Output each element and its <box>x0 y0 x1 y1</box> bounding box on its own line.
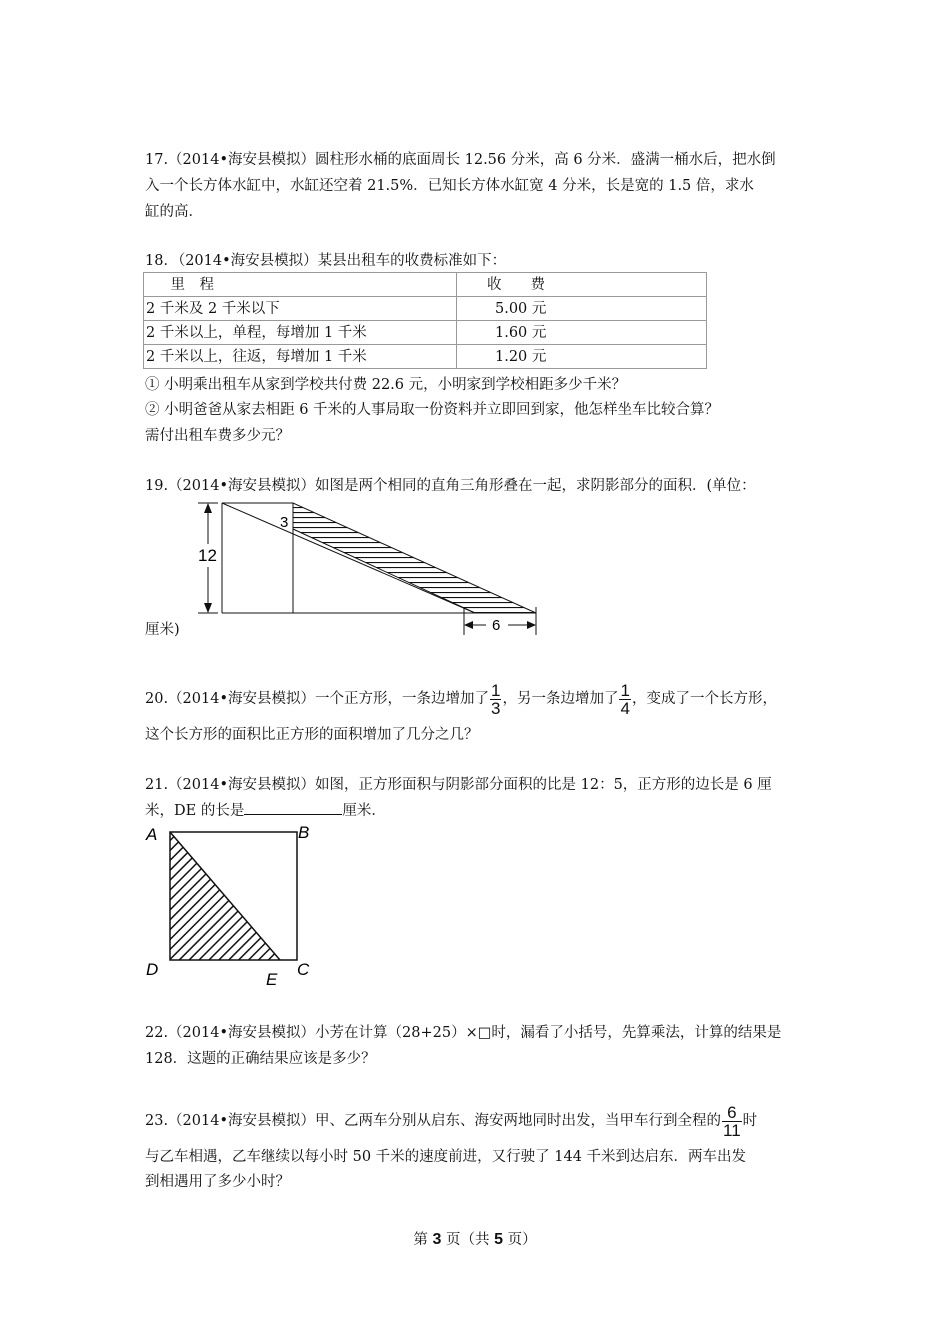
fraction-numerator: 1 <box>620 680 630 700</box>
q23-line1 <box>145 1102 757 1140</box>
q21-text-a: 米，DE 的长是 <box>145 803 245 819</box>
fraction-denominator: 4 <box>620 698 630 718</box>
arrow-right-icon <box>527 621 536 629</box>
q18-title: 18．（2014•海安县模拟）某县出租车的收费标准如下： <box>145 253 507 269</box>
page-number: 3 <box>432 1231 442 1248</box>
page-footer <box>0 1228 950 1249</box>
fraction-one-quarter <box>619 682 630 717</box>
fraction-six-elevenths <box>722 1104 742 1139</box>
fraction-denominator: 11 <box>723 1120 741 1140</box>
q22-line2: 128．这题的正确结果应该是多少？ <box>145 1051 376 1067</box>
table-row <box>144 297 707 321</box>
q23-line3: 到相遇用了多少小时？ <box>145 1174 290 1190</box>
table-cell: 2 千米及 2 千米以下 <box>144 297 457 321</box>
square-figure <box>140 820 330 992</box>
fraction-numerator: 1 <box>491 680 501 700</box>
q19-line1: 19.（2014•海安县模拟）如图是两个相同的直角三角形叠在一起，求阴影部分的面积．(单位： <box>145 478 756 494</box>
shaded-outline <box>293 503 536 613</box>
q20-text-a: 20.（2014•海安县模拟）一个正方形，一条边增加了 <box>145 691 490 707</box>
table-cell: 1.60 元 <box>457 321 707 345</box>
fare-table <box>143 272 707 369</box>
q19-line2: 厘米) <box>145 622 180 638</box>
table-header-row <box>144 273 707 297</box>
label-B: B <box>298 823 310 842</box>
footer-pre: 第 <box>413 1232 433 1248</box>
label-E: E <box>266 970 278 989</box>
triangle1-hypotenuse <box>222 503 475 613</box>
table-row <box>144 321 707 345</box>
fraction-denominator: 3 <box>491 698 501 718</box>
arrow-up-icon <box>204 503 212 513</box>
table-cell: 1.20 元 <box>457 345 707 369</box>
answer-blank[interactable] <box>244 800 342 815</box>
q18-sub1: ① 小明乘出租车从家到学校共付费 22.6 元，小明家到学校相距多少千米？ <box>145 377 627 393</box>
page-total: 5 <box>494 1231 504 1248</box>
label-height: 12 <box>198 546 217 565</box>
footer-post: 页） <box>503 1232 537 1248</box>
arrow-down-icon <box>204 603 212 613</box>
label-C: C <box>297 960 310 979</box>
fraction-one-third <box>490 682 501 717</box>
q21-line1: 21.（2014•海安县模拟）如图，正方形面积与阴影部分面积的比是 12：5，正方形的边长是 6 厘 <box>145 777 772 793</box>
q17-line1: 17.（2014•海安县模拟）圆柱形水桶的底面周长 12.56 分米，高 6 分米．盛满一桶水后，把水倒 <box>145 152 776 168</box>
q18-sub3: 需付出租车费多少元？ <box>145 428 290 444</box>
table-cell: 2 千米以上，往返，每增加 1 千米 <box>144 345 457 369</box>
q23-line2: 与乙车相遇，乙车继续以每小时 50 千米的速度前进，又行驶了 144 千米到达启东．两车出发 <box>145 1149 747 1165</box>
table-cell: 5.00 元 <box>457 297 707 321</box>
label-A: A <box>146 825 158 844</box>
q20-text-c: ，变成了一个长方形， <box>631 691 777 707</box>
fraction-numerator: 6 <box>722 1104 742 1122</box>
label-bottom: 6 <box>492 617 501 634</box>
table-header-cell: 收 费 <box>457 273 707 297</box>
q20-text-b: ，另一条边增加了 <box>502 691 619 707</box>
table-row <box>144 345 707 369</box>
q20-line2: 这个长方形的面积比正方形的面积增加了几分之几？ <box>145 727 479 743</box>
table-header-cell: 里 程 <box>144 273 457 297</box>
triangles-figure <box>190 497 545 642</box>
q23-text-a: 23.（2014•海安县模拟）甲、乙两车分别从启东、海安两地同时出发，当甲车行到全程的 <box>145 1113 722 1129</box>
q20-line1 <box>145 680 777 718</box>
label-small: 3 <box>280 514 289 531</box>
q17-line3: 缸的高． <box>145 204 203 220</box>
label-D: D <box>146 960 159 979</box>
table-cell: 2 千米以上，单程，每增加 1 千米 <box>144 321 457 345</box>
arrow-left-icon <box>464 621 473 629</box>
q22-line1: 22.（2014•海安县模拟）小芳在计算（28+25）×□时，漏看了小括号，先算乘法，计算的结果是 <box>145 1025 782 1041</box>
q23-text-b: 时 <box>742 1113 758 1129</box>
q18-sub2: ② 小明爸爸从家去相距 6 千米的人事局取一份资料并立即回到家，他怎样坐车比较合算？ <box>145 402 720 418</box>
q21-text-b: 厘米． <box>342 803 386 819</box>
q17-line2: 入一个长方体水缸中，水缸还空着 21.5%．已知长方体水缸宽 4 分米，长是宽的 1.5 倍，求水 <box>145 178 754 194</box>
q21-line2 <box>145 800 386 821</box>
footer-mid: 页（共 <box>441 1232 495 1248</box>
